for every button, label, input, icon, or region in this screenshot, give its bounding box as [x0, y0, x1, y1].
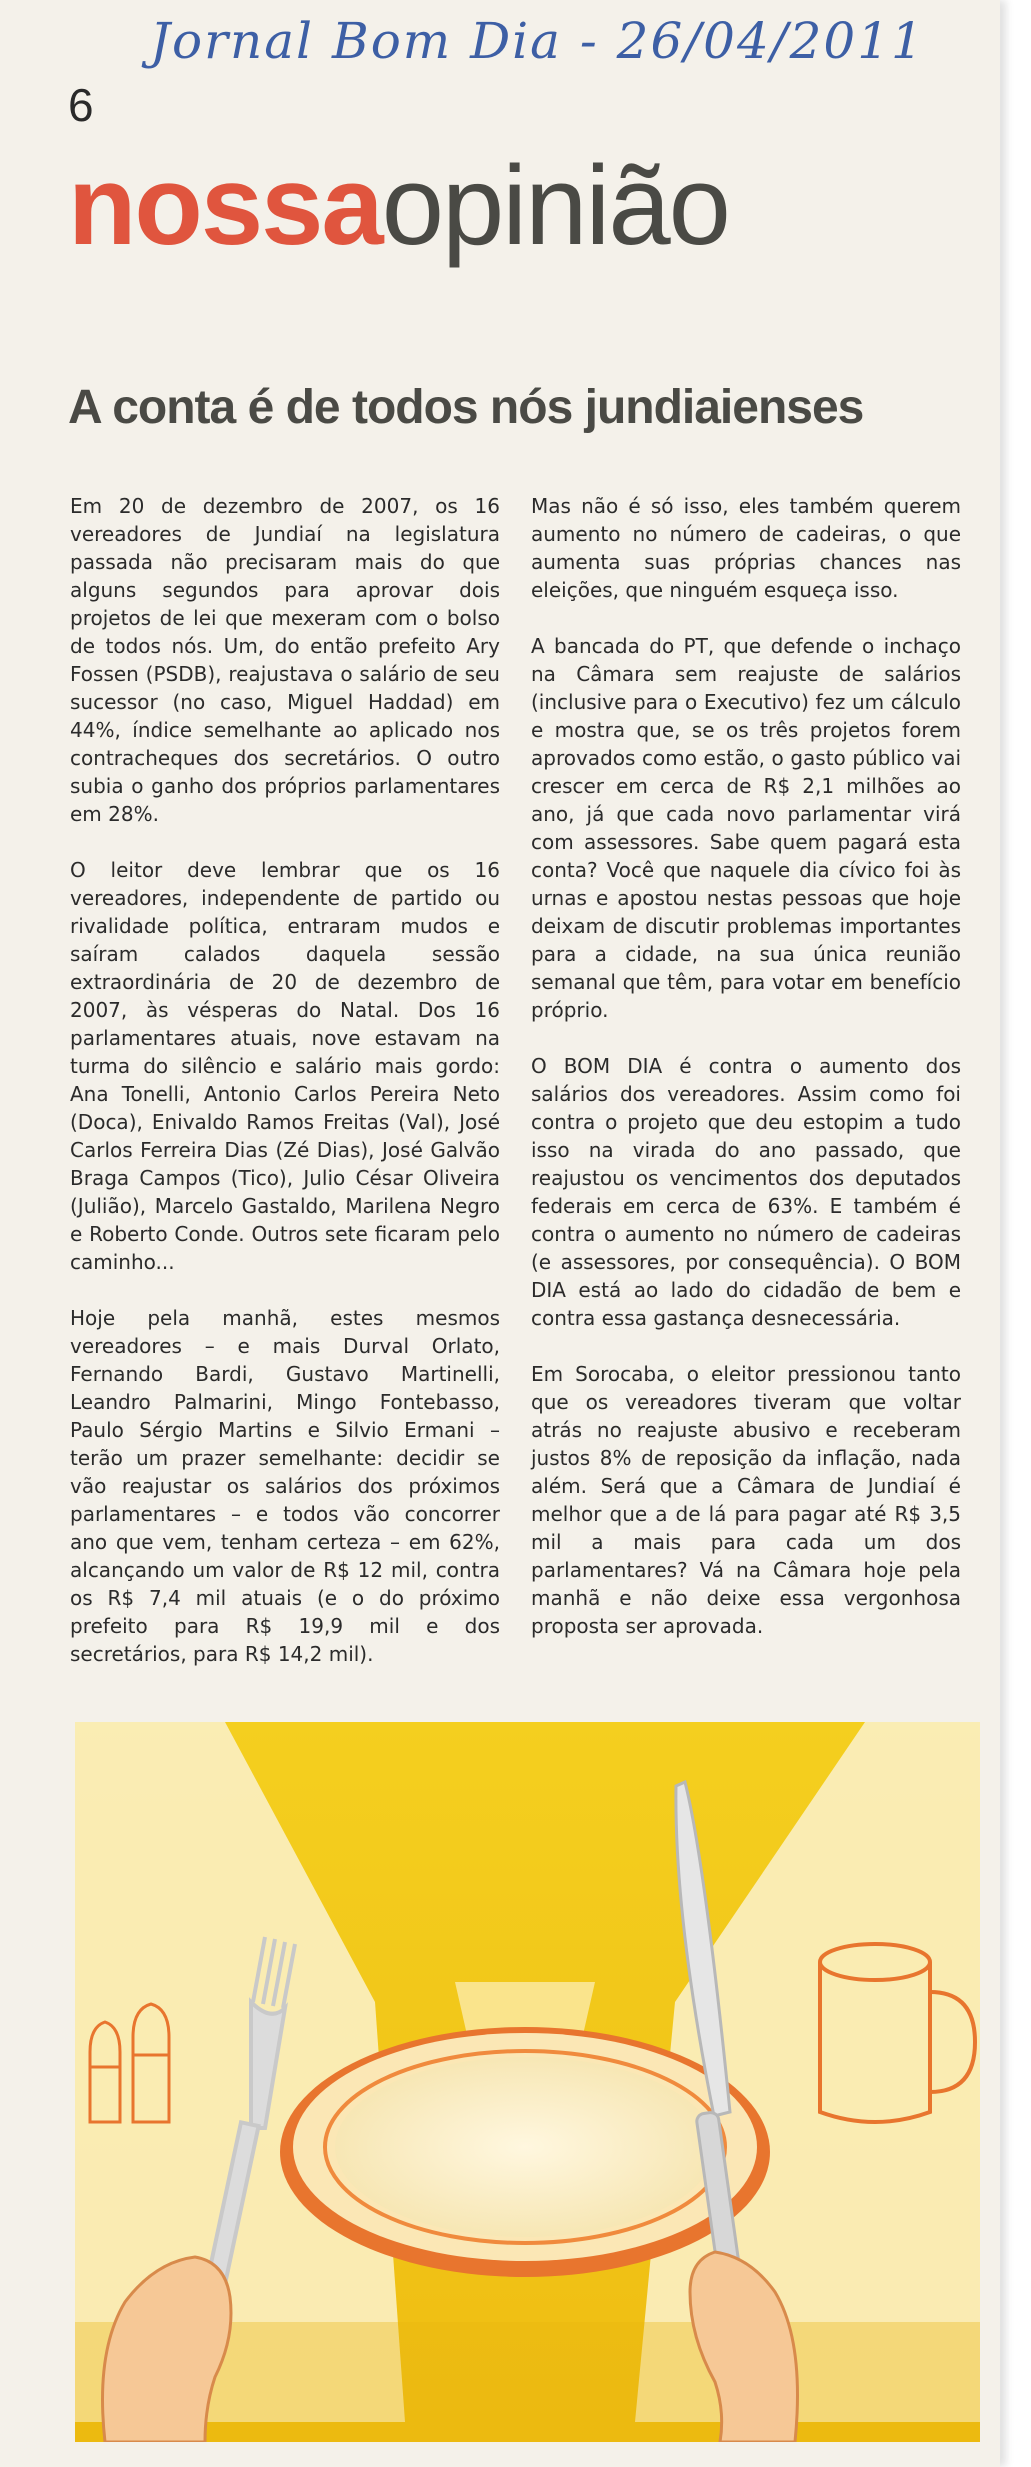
article-paragraph: Hoje pela manhã, estes mesmos vereadores – e mais Durval Orlato, Fernando Bardi, Gustavo Martinelli, Leandro Palmarini, Mingo Fontebasso, Paulo Sérgio Martins e Silvio Ermani – terão um prazer semelhante: decidir se vão reajustar os salários dos próximos parlamentares – e todos vão concorrer ano que vem, tenham certeza – em 62%, alcançando um valor de R$ 12 mil, contra os R$ 7,4 mil atuais (e o do próximo prefeito para R$ 19,9 mil e dos secretários, para R$ 14,2 mil).	[70, 1306, 500, 1666]
section-title-part2: opinião	[381, 143, 729, 268]
handwritten-clipping-note: Jornal Bom Dia - 26/04/2011	[150, 12, 925, 70]
section-title-part1: nossa	[68, 143, 382, 268]
article-column-right	[531, 492, 961, 1668]
article-paragraph: Em 20 de dezembro de 2007, os 16 vereadores de Jundiaí na legislatura passada não precisaram mais do que alguns segundos para aprovar dois projetos de lei que mexeram com o bolso de todos nós. Um, do então prefeito Ary Fossen (PSDB), reajustava o salário de seu sucessor (no caso, Miguel Haddad) em 44%, índice semelhante ao aplicado nos contracheques dos secretários. O outro subia o ganho dos próprios parlamentares em 28%.	[70, 494, 500, 826]
empty-plate-illustration	[75, 1722, 980, 2442]
article-paragraph: A bancada do PT, que defende o inchaço na Câmara sem reajuste de salários (inclusive para o Executivo) fez um cálculo e mostra que, se os três projetos forem aprovados como estão, o gasto público vai crescer em cerca de R$ 2,1 milhões ao ano, já que cada novo parlamentar virá com assessores. Sabe quem pagará esta conta? Você que naquele dia cívico foi às urnas e apostou nestas pessoas que hoje deixam de discutir problemas importantes para a cidade, na sua única reunião semanal que têm, para votar em benefício próprio.	[531, 634, 961, 1022]
article-column-left	[70, 492, 500, 1696]
page-number: 6	[68, 79, 94, 131]
article-headline: A conta é de todos nós jundiaienses	[68, 381, 864, 434]
article-paragraph: O leitor deve lembrar que os 16 vereadores, independente de partido ou rivalidade política, entraram mudos e saíram calados daquela sessão extraordinária de 20 de dezembro de 2007, às vésperas do Natal. Dos 16 parlamentares atuais, nove estavam na turma do silêncio e salário mais gordo: Ana Tonelli, Antonio Carlos Pereira Neto (Doca), Enivaldo Ramos Freitas (Val), José Carlos Ferreira Dias (Zé Dias), José Galvão Braga Campos (Tico), Julio César Oliveira (Julião), Marcelo Gastaldo, Marilena Negro e Roberto Conde. Outros sete ficaram pelo caminho...	[70, 858, 500, 1274]
article-paragraph: Mas não é só isso, eles também querem aumento no número de cadeiras, o que aumenta suas próprias chances nas eleições, que ninguém esqueça isso.	[531, 494, 961, 602]
article-paragraph: O BOM DIA é contra o aumento dos salários dos vereadores. Assim como foi contra o projeto que deu estopim a tudo isso na virada do ano passado, que reajustou os vencimentos dos deputados federais em cerca de 63%. E também é contra o aumento no número de cadeiras (e assessores, por consequência). O BOM DIA está ao lado do cidadão de bem e contra essa gastança desnecessária.	[531, 1054, 961, 1330]
plate-center	[335, 2057, 715, 2237]
section-title	[68, 143, 729, 268]
article-paragraph: Em Sorocaba, o eleitor pressionou tanto que os vereadores tiveram que voltar atrás no reajuste abusivo e receberam justos 8% de reposição da inflação, nada além. Será que a Câmara de Jundiaí é melhor que a de lá para pagar até R$ 3,5 mil a mais para cada um dos parlamentares? Vá na Câmara hoje pela manhã e não deixe essa vergonhosa proposta ser aprovada.	[531, 1362, 961, 1638]
